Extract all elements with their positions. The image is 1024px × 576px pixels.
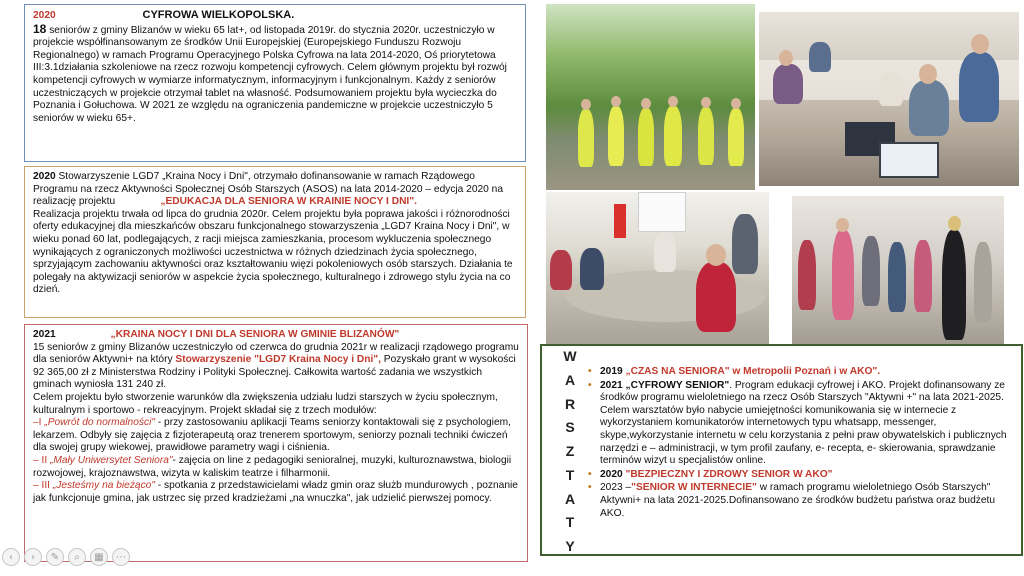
project-paragraph-2: Celem projektu było stworzenie warunków dla zwiększenia udziału ludzi starszych w życiu społecznym, kulturalnym i sportowo - rekreacyjnym. Projekt składał się z trzech modułów:	[33, 391, 498, 416]
photo-nordic-walking	[546, 4, 755, 190]
photo-dance-exercise	[792, 196, 1004, 354]
module-text: - spotkania z przedstawicielami władz gmin oraz służb mundurowych , poznanie jak funkcjonuje gmina, jak ustrzec się przed kradzieżami „na wnuczka", jak udzielić pierwszej pomocy.	[33, 480, 518, 504]
year-label: 2020	[33, 171, 56, 182]
module-name: „Powrót do normalności"	[44, 417, 155, 429]
module-name: „Mały Uniwersytet Seniora"	[50, 454, 173, 466]
project-title: „KRAINA NOCY I DNI DLA SENIORA W GMINIE BLIZANÓW"	[110, 329, 400, 340]
organization-name: Stowarzyszenie "LGD7 Kraina Nocy i Dni",	[175, 354, 381, 366]
slideshow-toolbar	[2, 548, 130, 566]
next-icon[interactable]: ›	[24, 548, 42, 566]
vertical-letter: T	[565, 514, 575, 531]
year-label: 2020	[33, 10, 56, 21]
more-icon[interactable]: ⋯	[112, 548, 130, 566]
vertical-letter: Z	[565, 443, 575, 459]
module-prefix: –I	[33, 417, 45, 429]
workshop-item	[588, 469, 1016, 482]
module-3	[33, 480, 519, 505]
vertical-letter: W	[563, 348, 577, 364]
workshop-year: 2019	[600, 366, 626, 377]
project-intro: Stowarzyszenie LGD7 „Kraina Nocy i Dni", otrzymało dofinansowanie w ramach Rządowego Programu na rzecz Aktywności Społecznej Osób Starszych (ASOS) na lata 2014-2020 – edycja 2020 na realizację projektu	[33, 171, 504, 208]
workshop-year: 2021	[600, 379, 626, 391]
vertical-letter: T	[565, 466, 575, 483]
participant-count: 18	[33, 21, 47, 36]
project-description: seniorów z gminy Blizanów w wieku 65 lat+, od listopada 2019r. do stycznia 2020r. uczestniczyło w projekcie współfinansowanym ze środków Unii Europejskiej (Europejskiego Funduszu Rozwoju Regionalnego) w ramach Programu Operacyjnego Polska Cyfrowa na lata 2014-2020, Oś priorytetowa III:3.1działania szkoleniowe na rzecz rozwoju kompetencji cyfrowych. Celem głównym projektu był rozwój kompetencji cyfrowych w wymiarze informatycznym, informacyjnym i funkcjonalnym. Każdy z seniorów uczestniczących w projekcie otrzymał tablet na własność. Podsumowaniem projektu była wycieczka do Poznania i Gołuchowa. W 2021 ze względu na ograniczenia pandemiczne w projekcie uczestniczyło 5 seniorów w wieku 65+.	[33, 24, 507, 124]
zoom-icon[interactable]: ⌕	[68, 548, 86, 566]
workshops-vertical-label	[560, 349, 580, 553]
prev-icon[interactable]: ‹	[2, 548, 20, 566]
year-label: 2021	[33, 329, 56, 340]
module-name: „Jesteśmy na bieżąco"	[52, 480, 155, 492]
workshop-item	[588, 366, 1016, 379]
module-text: - przy zastosowaniu aplikacji Teams seniorzy kontaktowali się z psychologiem, lekarzem. Odbyły się zajęcia z fizjoterapeutą oraz trenerem sportowym, seniorzy poznali techniki ćwiczeń dla swojej grupy wiekowej, prawidłowe parametry wagi i ciśnienia.	[33, 417, 511, 454]
workshop-title: „CZAS NA SENIORA" w Metropolii Poznań i w AKO".	[625, 366, 881, 377]
workshop-item	[588, 482, 1016, 520]
vertical-letter: A	[564, 371, 576, 388]
project-box-kraina-2021	[24, 324, 528, 562]
vertical-letter: S	[565, 419, 575, 436]
module-prefix: – II	[33, 454, 50, 466]
vertical-letter: A	[564, 490, 576, 507]
project-box-cyfrowa-wielkopolska	[24, 4, 526, 162]
workshop-title: "SENIOR W INTERNECIE"	[631, 482, 757, 494]
photo-computer-class	[759, 12, 1019, 186]
project-description: Realizacja projektu trwała od lipca do grudnia 2020r. Celem projektu była poprawa jakości i różnorodności oferty edukacyjnej dla mieszkańców obszaru funkcjonalnego stowarzyszenia „LGD7 Kraina Nocy i Dni", w wieku ponad 60 lat, podlegających, z racji miejsca zamieszkania, procesom wykluczenia społecznego wynikających z ograniczonych możliwości uczestnictwa w różnych dziedzinach życia społecznego, sprzyjającym zachowaniu aktywności oraz kształtowaniu więzi pokoleniowych osób starszych. Działania te polegały na aktywizacji seniorów w aspekcie życia społecznego, kulturalnego i zdrowego stylu życia na co dzień.	[33, 208, 513, 296]
module-1	[33, 417, 519, 455]
workshop-title: „CYFROWY SENIOR"	[625, 379, 730, 391]
workshop-item	[588, 380, 1016, 468]
module-prefix: – III	[33, 480, 53, 492]
pen-icon[interactable]: ✎	[46, 548, 64, 566]
vertical-letter: R	[564, 395, 576, 412]
paragraph-text: 15 seniorów z gminy Blizanów uczestniczyło od czerwca do grudnia 2021r w realizacji rządowego programu dla seniorów Aktywni+ na który	[33, 341, 519, 366]
slides-icon[interactable]: ▦	[90, 548, 108, 566]
paragraph-text: Pozyskało grant w wysokości 92 365,00 zł z Ministerstwa Rodziny i Polityki Społecznej. Całkowita wartość zadania we wszystkich gminach wyniosła 131 240 zł.	[33, 354, 516, 391]
vertical-letter: Y	[565, 538, 575, 554]
module-2	[33, 455, 519, 480]
workshop-text: w ramach programu wieloletniego Osób Starszych" Aktywni+ na lata 2021-2025.Dofinansowano ze środków budżetu państwa oraz budżetu AKO.	[600, 482, 996, 519]
workshop-year: 2020	[600, 468, 626, 480]
workshop-list	[588, 366, 1016, 521]
workshop-text: . Program edukacji cyfrowej i AKO. Projekt dofinansowany ze środków programu wieloletniego na rzecz Osób Starszych "Aktywni +" na lata 2021-2025. Celem warsztatów było nabycie umiejętności komunikowania się w internecie z wykorzystaniem komunikatorów internetowych typu whatsapp, messenger, skype,wykorzystanie internetu w celu korzystania z pełni praw obywatelskich i publicznych narzędzi e – administracji, w tym profil zaufany, e- recepta, e- skierowania, sprawdzanie terminów wizyt u specjalistów online.	[600, 379, 1007, 467]
project-paragraph-1	[33, 342, 519, 392]
module-text: - zajęcia on line z pedagogiki senioralnej, muzyki, kulturoznawstwa, biologii rozwojowej, krajoznawstwa, wizyta w kaliskim teatrze i filharmonii.	[33, 454, 512, 479]
project-title: „EDUKACJA DLA SENIORA W KRAINIE NOCY I DNI".	[160, 196, 417, 208]
project-title: CYFROWA WIELKOPOLSKA.	[142, 9, 295, 21]
photo-meeting	[546, 192, 769, 346]
workshop-year: 2023 –	[600, 482, 632, 494]
workshop-title: "BEZPIECZNY I ZDROWY SENIOR W AKO"	[625, 468, 833, 480]
project-box-asos	[24, 166, 526, 318]
